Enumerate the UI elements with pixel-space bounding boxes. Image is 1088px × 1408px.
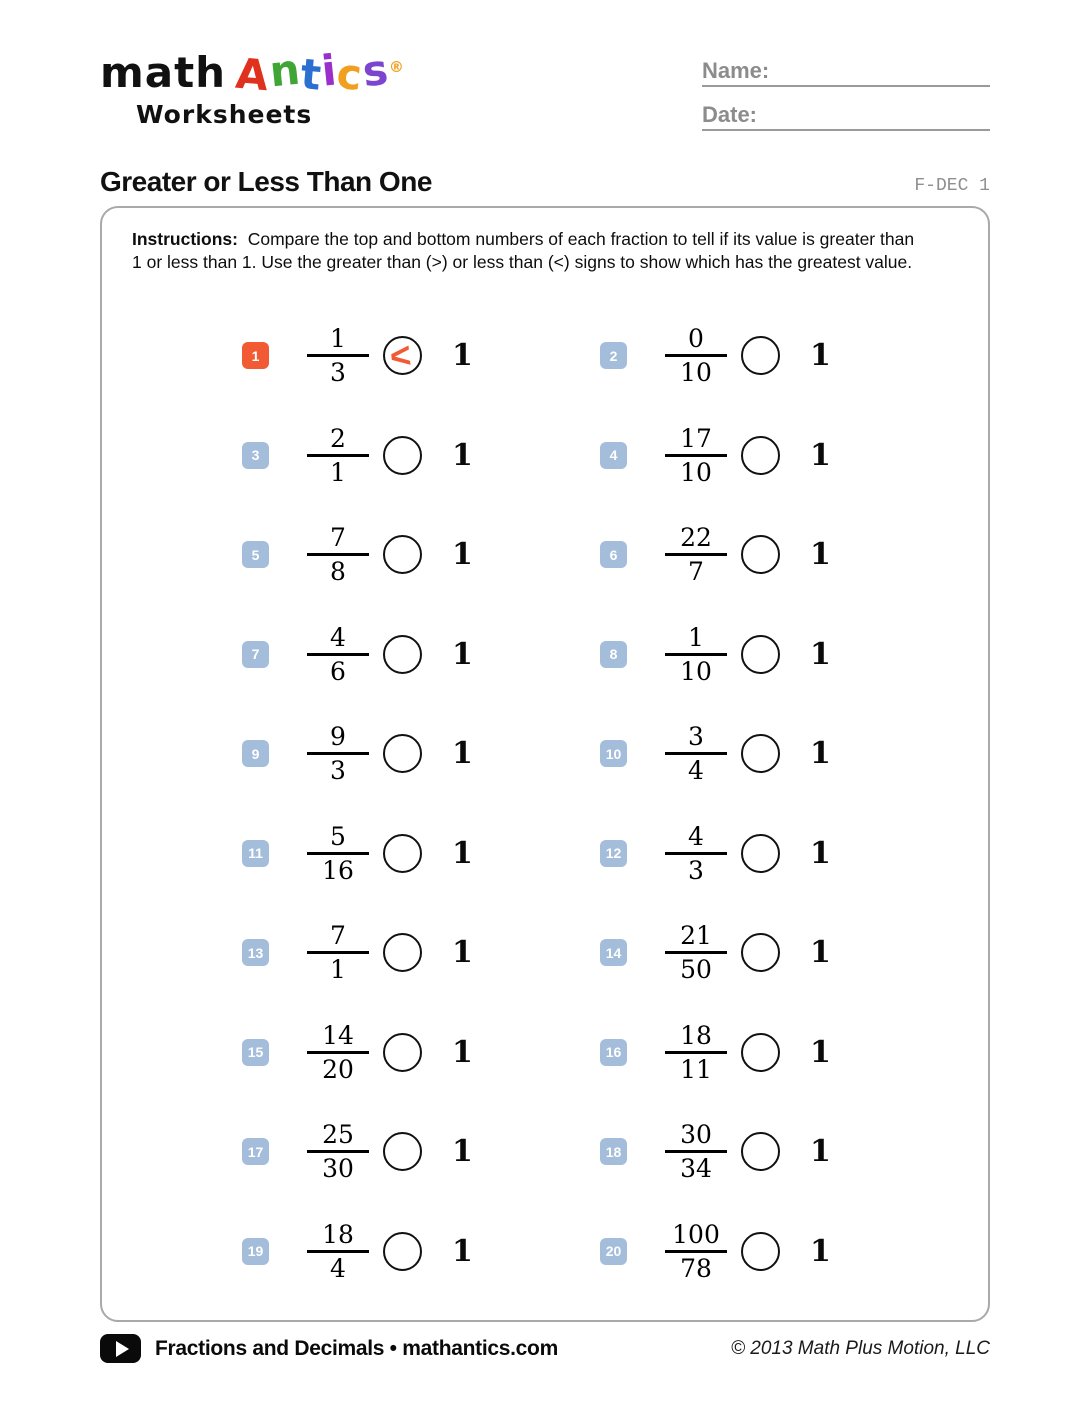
fraction-denominator: 30 (322, 1154, 354, 1184)
fraction (307, 624, 369, 685)
fraction-numerator: 7 (330, 921, 346, 951)
fraction (307, 1221, 369, 1282)
answer-circle[interactable] (741, 933, 780, 972)
fraction-denominator: 6 (330, 656, 346, 686)
answer-circle[interactable] (383, 1232, 422, 1271)
problem-item (242, 306, 600, 406)
fraction-denominator: 11 (680, 1054, 712, 1084)
problem-number-badge: 7 (242, 641, 269, 668)
fraction-denominator: 34 (680, 1154, 712, 1184)
problem-number-badge: 13 (242, 939, 269, 966)
fraction-bar (307, 454, 369, 457)
comparison-one: 1 (452, 636, 473, 672)
fraction-numerator: 1 (688, 622, 704, 652)
fraction (307, 1121, 369, 1182)
fraction-bar (665, 653, 727, 656)
comparison-one: 1 (810, 736, 831, 772)
answer-circle[interactable] (741, 436, 780, 475)
date-field[interactable] (702, 102, 990, 131)
footer-series-text: Fractions and Decimals • mathantics.com (155, 1336, 558, 1360)
problem-item (600, 903, 958, 1003)
fraction-numerator: 2 (330, 423, 346, 453)
page-title: Greater or Less Than One (100, 166, 432, 197)
fraction (307, 1022, 369, 1083)
fraction-denominator: 3 (330, 756, 346, 786)
name-label: Name: (702, 58, 770, 83)
problem-number-badge: 1 (242, 342, 269, 369)
fraction-numerator: 18 (322, 1219, 354, 1249)
problem-number-badge: 8 (600, 641, 627, 668)
comparison-one: 1 (810, 1034, 831, 1070)
comparison-one: 1 (452, 1134, 473, 1170)
answer-circle[interactable] (741, 1132, 780, 1171)
fraction-numerator: 5 (330, 821, 346, 851)
fraction-numerator: 1 (330, 324, 346, 354)
fraction (665, 922, 727, 983)
name-date-block (702, 58, 990, 146)
instructions-text: Compare the top and bottom numbers of each fraction to tell if its value is greater than 1 or less than 1. Use the greater than (>) or less than (<) signs to show which has the greatest value. (132, 229, 915, 273)
comparison-one: 1 (452, 537, 473, 573)
fraction (665, 325, 727, 386)
comparison-one: 1 (452, 1034, 473, 1070)
fraction (307, 325, 369, 386)
fraction-bar (665, 752, 727, 755)
problem-number-badge: 10 (600, 740, 627, 767)
fraction (307, 922, 369, 983)
title-row (100, 162, 990, 198)
fraction-denominator: 1 (330, 955, 346, 985)
fraction-denominator: 20 (322, 1054, 354, 1084)
logo-letter: A (233, 48, 272, 101)
fraction-numerator: 0 (688, 324, 704, 354)
answer-circle[interactable] (383, 834, 422, 873)
fraction (665, 723, 727, 784)
fraction (307, 723, 369, 784)
logo-letter: c (334, 48, 365, 101)
fraction-denominator: 16 (322, 855, 354, 885)
comparison-one: 1 (810, 1233, 831, 1269)
logo-letter: n (266, 44, 303, 97)
problem-number-badge: 17 (242, 1138, 269, 1165)
fraction-denominator: 10 (680, 656, 712, 686)
fraction (665, 624, 727, 685)
fraction-denominator: 3 (688, 855, 704, 885)
problem-item (600, 406, 958, 506)
problem-number-badge: 14 (600, 939, 627, 966)
answer-circle[interactable] (383, 1033, 422, 1072)
comparison-one: 1 (810, 1134, 831, 1170)
fraction-numerator: 17 (680, 423, 712, 453)
fraction-bar (665, 1150, 727, 1153)
problem-item (242, 1102, 600, 1202)
fraction-bar (665, 852, 727, 855)
logo-letter: s (360, 44, 392, 97)
problem-item (242, 903, 600, 1003)
registered-mark: ® (388, 58, 405, 76)
fraction-numerator: 22 (680, 523, 712, 553)
fraction-numerator: 14 (322, 1020, 354, 1050)
problem-item (600, 505, 958, 605)
fraction-denominator: 1 (330, 457, 346, 487)
problem-number-badge: 3 (242, 442, 269, 469)
problem-item (242, 1202, 600, 1302)
fraction-bar (307, 852, 369, 855)
fraction-bar (665, 951, 727, 954)
problem-item (242, 605, 600, 705)
problem-item (600, 1102, 958, 1202)
problem-item (600, 804, 958, 904)
fraction-numerator: 3 (688, 722, 704, 752)
comparison-one: 1 (810, 935, 831, 971)
page-footer (100, 1334, 990, 1363)
fraction-denominator: 10 (680, 358, 712, 388)
logo-math-text: math (100, 48, 227, 97)
fraction-bar (307, 354, 369, 357)
answer-sign: < (387, 333, 414, 377)
problem-item (600, 306, 958, 406)
fraction-denominator: 4 (688, 756, 704, 786)
fraction-bar (307, 1150, 369, 1153)
comparison-one: 1 (452, 437, 473, 473)
comparison-one: 1 (452, 338, 473, 374)
answer-circle[interactable] (383, 333, 422, 377)
problem-item (242, 406, 600, 506)
answer-circle[interactable] (741, 535, 780, 574)
logo-letter: i (318, 45, 340, 96)
date-label: Date: (702, 102, 758, 127)
answer-circle[interactable] (383, 436, 422, 475)
fraction (665, 1221, 727, 1282)
fraction-bar (307, 951, 369, 954)
comparison-one: 1 (452, 835, 473, 871)
fraction-denominator: 3 (330, 358, 346, 388)
problem-item (600, 1003, 958, 1103)
answer-circle[interactable] (741, 834, 780, 873)
answer-circle[interactable] (383, 933, 422, 972)
footer-left (100, 1334, 558, 1363)
fraction-bar (307, 1250, 369, 1253)
fraction (307, 425, 369, 486)
fraction-numerator: 9 (330, 722, 346, 752)
fraction (665, 823, 727, 884)
fraction-denominator: 8 (330, 557, 346, 587)
problem-number-badge: 19 (242, 1238, 269, 1265)
fraction (307, 823, 369, 884)
instructions-label: Instructions: (132, 229, 238, 249)
fraction-bar (307, 752, 369, 755)
answer-circle[interactable] (741, 635, 780, 674)
comparison-one: 1 (810, 437, 831, 473)
logo-worksheets-text: Worksheets (136, 100, 313, 129)
doc-code: F-DEC 1 (914, 176, 990, 196)
math-antics-logo (100, 44, 405, 129)
fraction-bar (665, 1250, 727, 1253)
fraction-denominator: 78 (680, 1253, 712, 1283)
fraction-denominator: 50 (680, 955, 712, 985)
problems-grid (130, 306, 958, 1301)
fraction-numerator: 4 (330, 622, 346, 652)
problem-number-badge: 9 (242, 740, 269, 767)
answer-circle[interactable] (741, 734, 780, 773)
problem-item (600, 1202, 958, 1302)
problem-item (242, 505, 600, 605)
comparison-one: 1 (452, 1233, 473, 1269)
fraction-bar (307, 1051, 369, 1054)
fraction-numerator: 7 (330, 523, 346, 553)
comparison-one: 1 (452, 736, 473, 772)
answer-circle[interactable] (383, 734, 422, 773)
fraction-numerator: 25 (322, 1120, 354, 1150)
problem-number-badge: 2 (600, 342, 627, 369)
comparison-one: 1 (452, 935, 473, 971)
fraction (665, 1022, 727, 1083)
fraction (665, 1121, 727, 1182)
problem-item (242, 704, 600, 804)
fraction-bar (665, 553, 727, 556)
logo-wordmark (100, 44, 405, 101)
comparison-one: 1 (810, 537, 831, 573)
answer-circle[interactable] (741, 1232, 780, 1271)
problem-number-badge: 16 (600, 1039, 627, 1066)
worksheet-box (100, 206, 990, 1322)
fraction (665, 524, 727, 585)
page-header (100, 44, 990, 160)
problem-item (600, 704, 958, 804)
problem-number-badge: 11 (242, 840, 269, 867)
fraction-numerator: 18 (680, 1020, 712, 1050)
fraction-bar (307, 653, 369, 656)
answer-circle[interactable] (741, 1033, 780, 1072)
problem-number-badge: 18 (600, 1138, 627, 1165)
problem-item (242, 1003, 600, 1103)
answer-circle[interactable] (741, 336, 780, 375)
problem-number-badge: 12 (600, 840, 627, 867)
fraction-numerator: 100 (672, 1219, 720, 1249)
problem-number-badge: 5 (242, 541, 269, 568)
comparison-one: 1 (810, 636, 831, 672)
fraction-bar (665, 1051, 727, 1054)
fraction-denominator: 4 (330, 1253, 346, 1283)
problem-number-badge: 15 (242, 1039, 269, 1066)
comparison-one: 1 (810, 835, 831, 871)
logo-letter: t (298, 49, 324, 100)
fraction (665, 425, 727, 486)
problem-number-badge: 4 (600, 442, 627, 469)
answer-circle[interactable] (383, 1132, 422, 1171)
fraction-bar (665, 454, 727, 457)
copyright-text: © 2013 Math Plus Motion, LLC (730, 1337, 990, 1359)
fraction-numerator: 30 (680, 1120, 712, 1150)
problem-item (242, 804, 600, 904)
instructions (132, 228, 922, 274)
answer-circle[interactable] (383, 535, 422, 574)
problem-number-badge: 6 (600, 541, 627, 568)
answer-circle[interactable] (383, 635, 422, 674)
fraction-numerator: 4 (688, 821, 704, 851)
fraction-denominator: 10 (680, 457, 712, 487)
play-icon (100, 1334, 141, 1363)
problem-number-badge: 20 (600, 1238, 627, 1265)
problem-item (600, 605, 958, 705)
fraction-bar (665, 354, 727, 357)
fraction-bar (307, 553, 369, 556)
fraction (307, 524, 369, 585)
fraction-denominator: 7 (688, 557, 704, 587)
comparison-one: 1 (810, 338, 831, 374)
name-field[interactable] (702, 58, 990, 87)
fraction-numerator: 21 (680, 921, 712, 951)
